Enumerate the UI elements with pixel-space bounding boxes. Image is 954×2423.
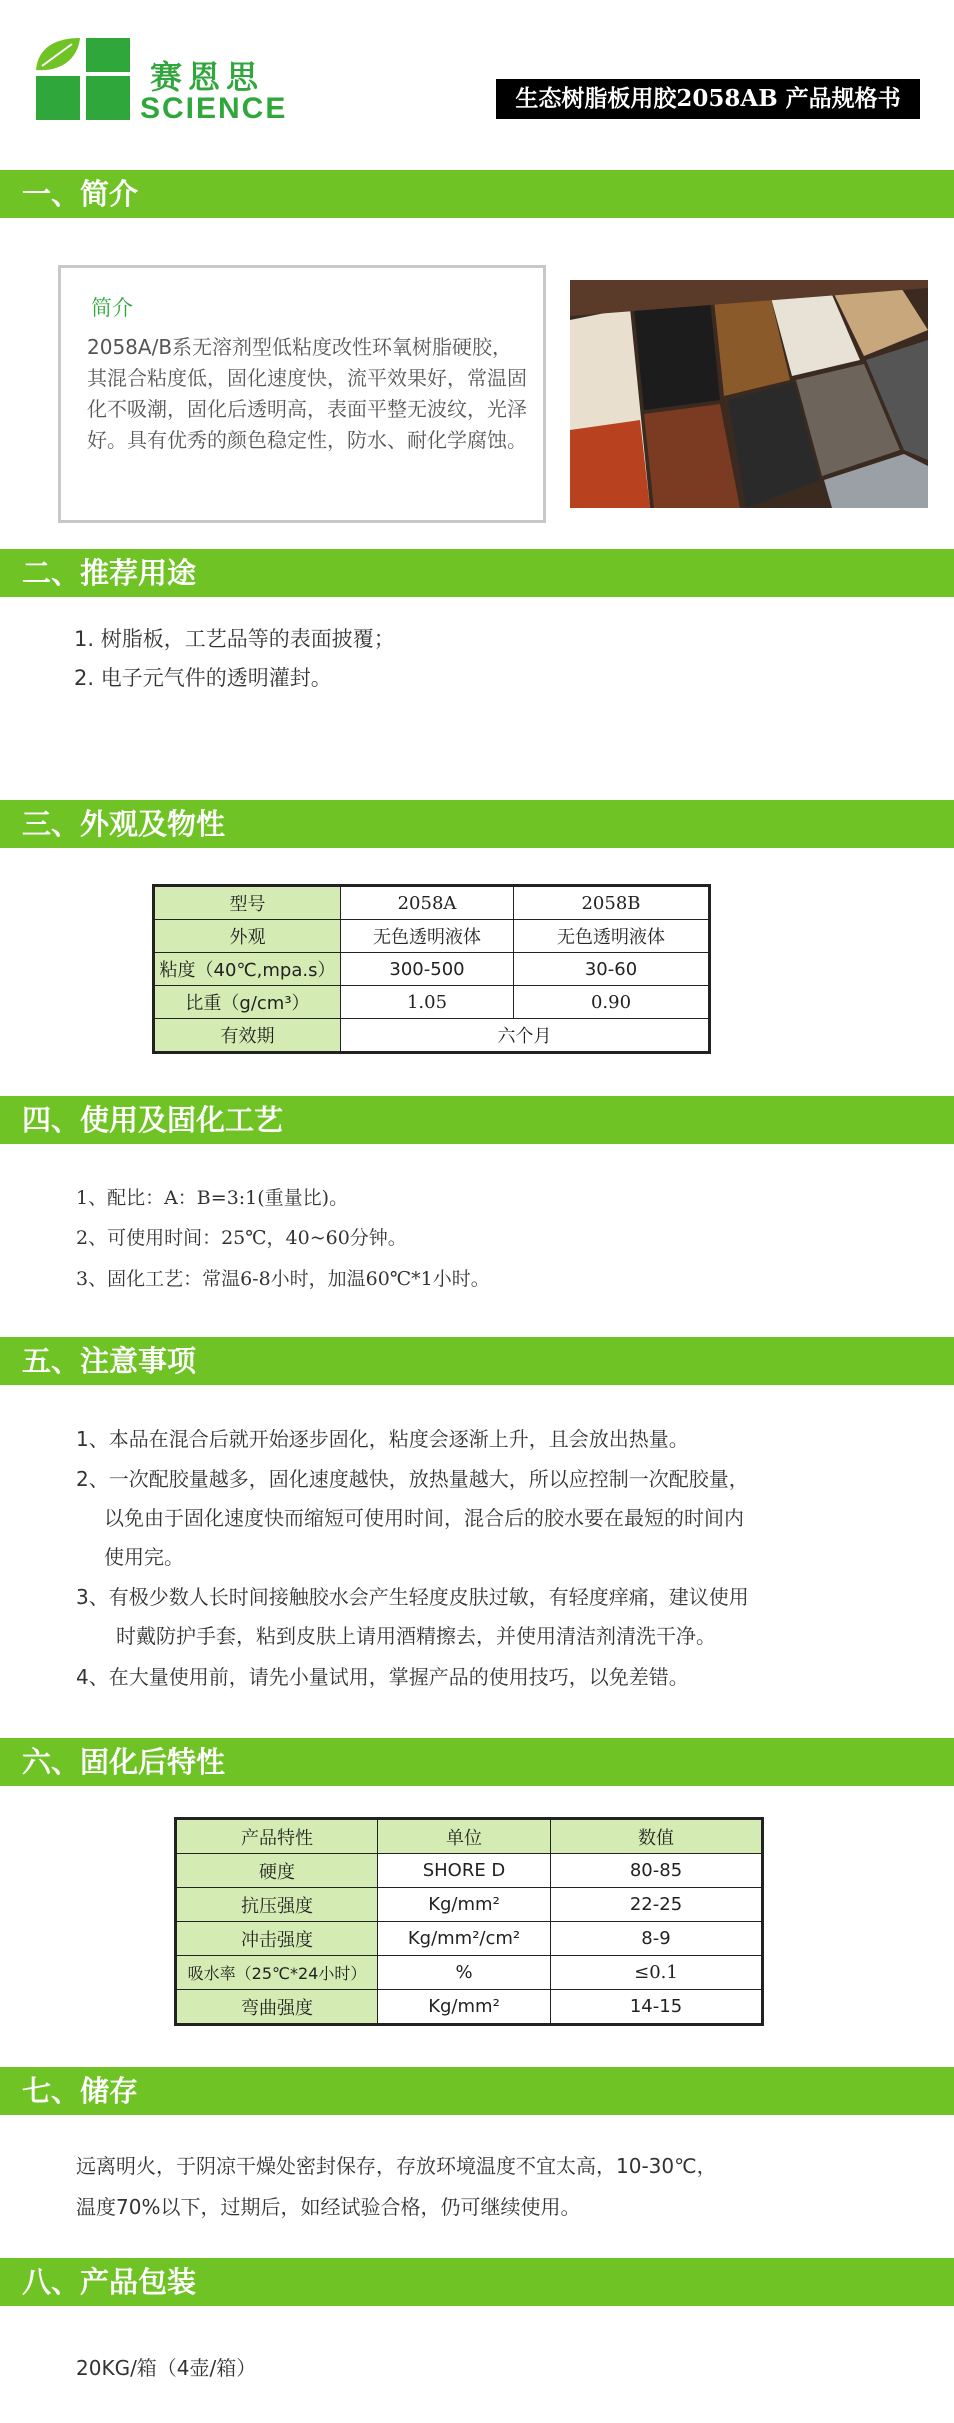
resin-board-photo — [570, 280, 928, 508]
intro-box — [58, 265, 546, 523]
note-line-6: 时戴防护手套，粘到皮肤上请用酒精擦去，并使用清洁剂清洗干净。 — [116, 1624, 716, 1648]
process-item-3: 3、固化工艺：常温6-8小时，加温60℃*1小时。 — [76, 1268, 490, 1290]
note-line-2: 2、一次配胶量越多，固化速度越快，放热量越大，所以应控制一次配胶量， — [76, 1467, 749, 1491]
table-header-row — [176, 1819, 763, 1854]
brand-logo — [28, 34, 288, 134]
table-cell: 2058B — [514, 886, 710, 920]
table-cell: 无色透明液体 — [514, 920, 710, 953]
table-header-cell: 数值 — [551, 1819, 763, 1854]
table-cell: 0.90 — [514, 986, 710, 1019]
table-cell: 80-85 — [551, 1854, 763, 1888]
section-header-notes: 五、注意事项 — [0, 1337, 954, 1385]
table-cell: 吸水率（25℃*24小时） — [176, 1956, 378, 1990]
section-header-packaging: 八、产品包装 — [0, 2258, 954, 2306]
table-cell: 30-60 — [514, 953, 710, 986]
table-cell: 弯曲强度 — [176, 1990, 378, 2025]
table-cell: 冲击强度 — [176, 1922, 378, 1956]
table-cell: 2058A — [341, 886, 514, 920]
section-header-properties: 三、外观及物性 — [0, 800, 954, 848]
leaf-logo-icon — [28, 34, 138, 134]
note-line-7: 4、在大量使用前，请先小量试用，掌握产品的使用技巧，以免差错。 — [76, 1665, 689, 1689]
brand-name-en: SCIENCE — [140, 92, 288, 125]
process-item-1: 1、配比：A：B=3:1(重量比)。 — [76, 1187, 349, 1209]
table-cell: 14-15 — [551, 1990, 763, 2025]
section-header-intro: 一、简介 — [0, 170, 954, 218]
table-header-cell: 单位 — [378, 1819, 551, 1854]
table-row — [154, 920, 710, 953]
process-item-2: 2、可使用时间：25℃，40~60分钟。 — [76, 1227, 407, 1249]
intro-title: 简介 — [91, 296, 133, 320]
table-cell: ≤0.1 — [551, 1956, 763, 1990]
table-cell: 型号 — [154, 886, 341, 920]
table-header-cell: 产品特性 — [176, 1819, 378, 1854]
table-row — [176, 1990, 763, 2025]
use-item-2: 2. 电子元气件的透明灌封。 — [74, 666, 332, 690]
table-cell: 比重（g/cm³） — [154, 986, 341, 1019]
table-cell: 硬度 — [176, 1854, 378, 1888]
storage-line-1: 远离明火，于阴凉干燥处密封保存，存放环境温度不宜太高，10-30℃， — [76, 2154, 717, 2178]
section-header-process: 四、使用及固化工艺 — [0, 1096, 954, 1144]
table-cell: 1.05 — [341, 986, 514, 1019]
section-header-uses: 二、推荐用途 — [0, 549, 954, 597]
table-row — [154, 886, 710, 920]
table-row — [176, 1854, 763, 1888]
table-row — [176, 1888, 763, 1922]
table-row — [154, 1019, 710, 1053]
cured-properties-table — [174, 1817, 764, 2026]
table-cell: Kg/mm² — [378, 1990, 551, 2025]
table-cell: 无色透明液体 — [341, 920, 514, 953]
intro-text: 2058A/B系无溶剂型低粘度改性环氧树脂硬胶，其混合粘度低，固化速度快，流平效果好，常温固化不吸潮，固化后透明高，表面平整无波纹，光泽好。具有优秀的颜色稳定性，防水、耐化学腐蚀。 — [87, 335, 527, 452]
note-line-4: 使用完。 — [104, 1545, 184, 1569]
table-cell: 22-25 — [551, 1888, 763, 1922]
note-line-5: 3、有极少数人长时间接触胶水会产生轻度皮肤过敏，有轻度痒痛，建议使用 — [76, 1585, 749, 1609]
use-item-1: 1. 树脂板，工艺品等的表面披覆； — [74, 627, 395, 651]
table-cell: % — [378, 1956, 551, 1990]
table-cell: Kg/mm² — [378, 1888, 551, 1922]
storage-line-2: 温度70%以下，过期后，如经试验合格，仍可继续使用。 — [76, 2195, 581, 2219]
table-cell: 有效期 — [154, 1019, 341, 1053]
table-cell: 粘度（40℃,mpa.s） — [154, 953, 341, 986]
table-row — [176, 1956, 763, 1990]
properties-table — [152, 884, 711, 1054]
table-row — [154, 953, 710, 986]
table-row — [154, 986, 710, 1019]
note-line-1: 1、本品在混合后就开始逐步固化，粘度会逐渐上升，且会放出热量。 — [76, 1427, 689, 1451]
packaging-text: 20KG/箱（4壶/箱） — [76, 2356, 257, 2380]
section-header-cured: 六、固化后特性 — [0, 1738, 954, 1786]
table-cell: Kg/mm²/cm² — [378, 1922, 551, 1956]
table-cell: 外观 — [154, 920, 341, 953]
page-title: 生态树脂板用胶2058AB 产品规格书 — [496, 79, 920, 119]
section-header-storage: 七、储存 — [0, 2067, 954, 2115]
table-cell: 六个月 — [341, 1019, 710, 1053]
table-cell: SHORE D — [378, 1854, 551, 1888]
table-cell: 8-9 — [551, 1922, 763, 1956]
table-cell: 300-500 — [341, 953, 514, 986]
table-row — [176, 1922, 763, 1956]
table-cell: 抗压强度 — [176, 1888, 378, 1922]
note-line-3: 以免由于固化速度快而缩短可使用时间，混合后的胶水要在最短的时间内 — [104, 1506, 744, 1530]
brand-name-cn: 赛恩思 — [150, 58, 265, 96]
